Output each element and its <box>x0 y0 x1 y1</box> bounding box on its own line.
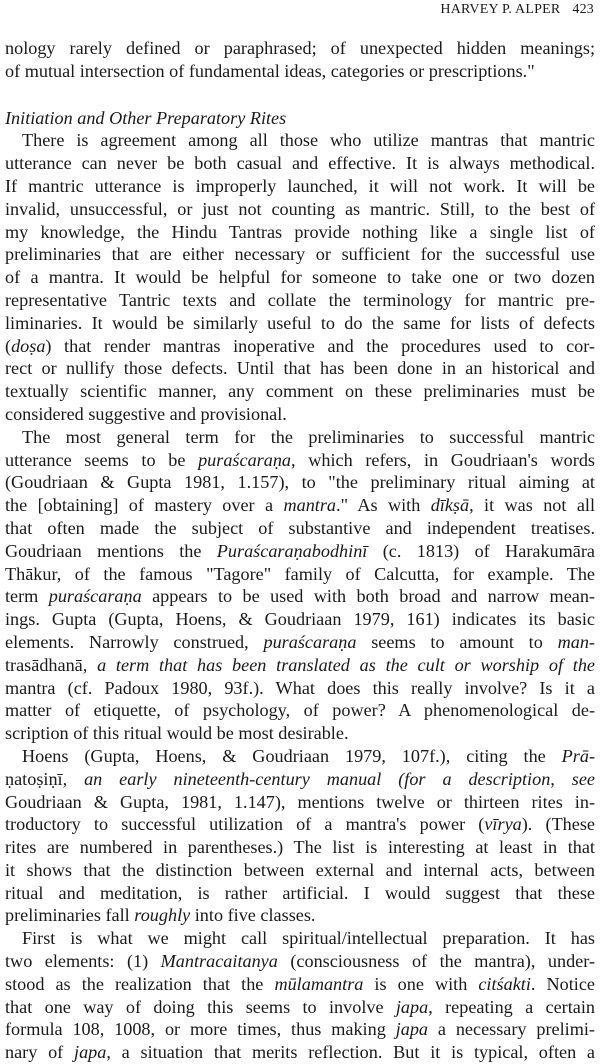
text-line: Hoens (Gupta, Hoens, & Goudriaan 1979, 107f.), citing the Prā- <box>22 745 595 766</box>
text-line: nary of japa, a situation that merits reflection. But it is typical, often a <box>5 1042 596 1063</box>
text-line: representative Tantric texts and collate the terminology for mantric pre- <box>5 289 595 310</box>
page-body <box>5 37 595 1064</box>
text-line: Goudriaan & Gupta, 1981, 1.147), mentions twelve or thirteen rites in- <box>5 791 595 812</box>
text-line: that often made the subject of substantive and independent treatises. <box>5 517 595 538</box>
text-line: of a mantra. It would be helpful for someone to take one or two dozen <box>5 267 595 288</box>
header-author: HARVEY P. ALPER <box>440 2 561 17</box>
text-line: considered suggestive and provisional. <box>5 403 287 424</box>
text-line: it shows that the distinction between external and internal acts, between <box>5 859 595 880</box>
text-line: preliminaries fall roughly into five classes. <box>5 905 316 926</box>
text-line: textually scientific manner, any comment on these preliminaries must be <box>5 381 595 402</box>
text-line: rites are numbered in parentheses.) The list is interesting at least in that <box>5 837 595 858</box>
text-line: ritual and meditation, is rather artificial. I would suggest that these <box>5 882 595 903</box>
text-line: my knowledge, the Hindu Tantras provide nothing like a single list of <box>5 221 595 242</box>
text-line: nology rarely defined or paraphrased; of unexpected hidden meanings; <box>5 38 595 58</box>
text-line: ings. Gupta (Gupta, Hoens, & Goudriaan 1979, 161) indicates its basic <box>5 609 595 630</box>
text-line: Goudriaan mentions the Puraścaraṇabodhinī (c. 1813) of Harakumāra <box>5 540 595 561</box>
text-line: utterance can never be both casual and effective. It is always methodical. <box>5 153 595 174</box>
text-line: preliminaries that are either necessary or sufficient for the successful use <box>5 244 595 265</box>
text-line: rect or nullify those defects. Until that has been done in an historical and <box>5 358 595 379</box>
section-heading: Initiation and Other Preparatory Rites <box>5 107 287 128</box>
text-line: invalid, unsuccessful, or just not counting as mantric. Still, to the best of <box>5 198 595 219</box>
text-line: elements. Narrowly construed, puraścaraṇa seems to amount to man- <box>5 631 595 652</box>
text-line: trasādhanā, a term that has been translated as the cult or worship of the <box>5 654 595 675</box>
text-line: (Goudriaan & Gupta 1981, 1.157), to "the preliminary ritual aiming at <box>5 472 595 493</box>
text-line: troductory to successful utilization of a mantra's power (vīrya). (These <box>5 814 595 835</box>
header-page-number: 423 <box>572 2 594 17</box>
text-line: scription of this ritual would be most desirable. <box>5 723 349 744</box>
text-line: term puraścaraṇa appears to be used with both broad and narrow mean- <box>5 586 595 607</box>
text-line: two elements: (1) Mantracaitanya (consciousness of the mantra), under- <box>5 951 595 972</box>
text-line: of mutual intersection of fundamental ideas, categories or prescriptions." <box>5 60 535 81</box>
text-line: Thākur, of the famous "Tagore" family of Calcutta, for example. The <box>5 563 595 584</box>
text-line: formula 108, 1008, or more times, thus making japa a necessary prelimi- <box>5 1019 595 1040</box>
text-line: stood as the realization that the mūlamantra is one with citśakti. Notice <box>5 973 595 994</box>
text-line: ṇatoṣiṇī, an early nineteenth-century manual (for a description, see <box>5 768 595 789</box>
text-line: matter of etiquette, of psychology, of power? A phenomenological de- <box>5 700 595 721</box>
text-line: the [obtaining] of mastery over a mantra." As with dīkṣā, it was not all <box>5 495 595 516</box>
running-header <box>440 2 594 18</box>
text-line: If mantric utterance is improperly launched, it will not work. It will be <box>5 175 595 196</box>
text-line: First is what we might call spiritual/intellectual preparation. It has <box>22 928 595 949</box>
text-line: There is agreement among all those who utilize mantras that mantric <box>22 130 595 151</box>
text-line: (doṣa) that render mantras inoperative and the procedures used to cor- <box>5 335 595 356</box>
text-line: utterance seems to be puraścaraṇa, which refers, in Goudriaan's words <box>5 449 596 470</box>
text-line: that one way of doing this seems to involve japa, repeating a certain <box>5 996 595 1017</box>
text-line: liminaries. It would be similarly useful to do the same for lists of defects <box>5 312 595 333</box>
text-line: The most general term for the preliminaries to successful mantric <box>22 426 595 447</box>
text-line: mantra (cf. Padoux 1980, 93f.). What does this really involve? Is it a <box>5 677 595 698</box>
